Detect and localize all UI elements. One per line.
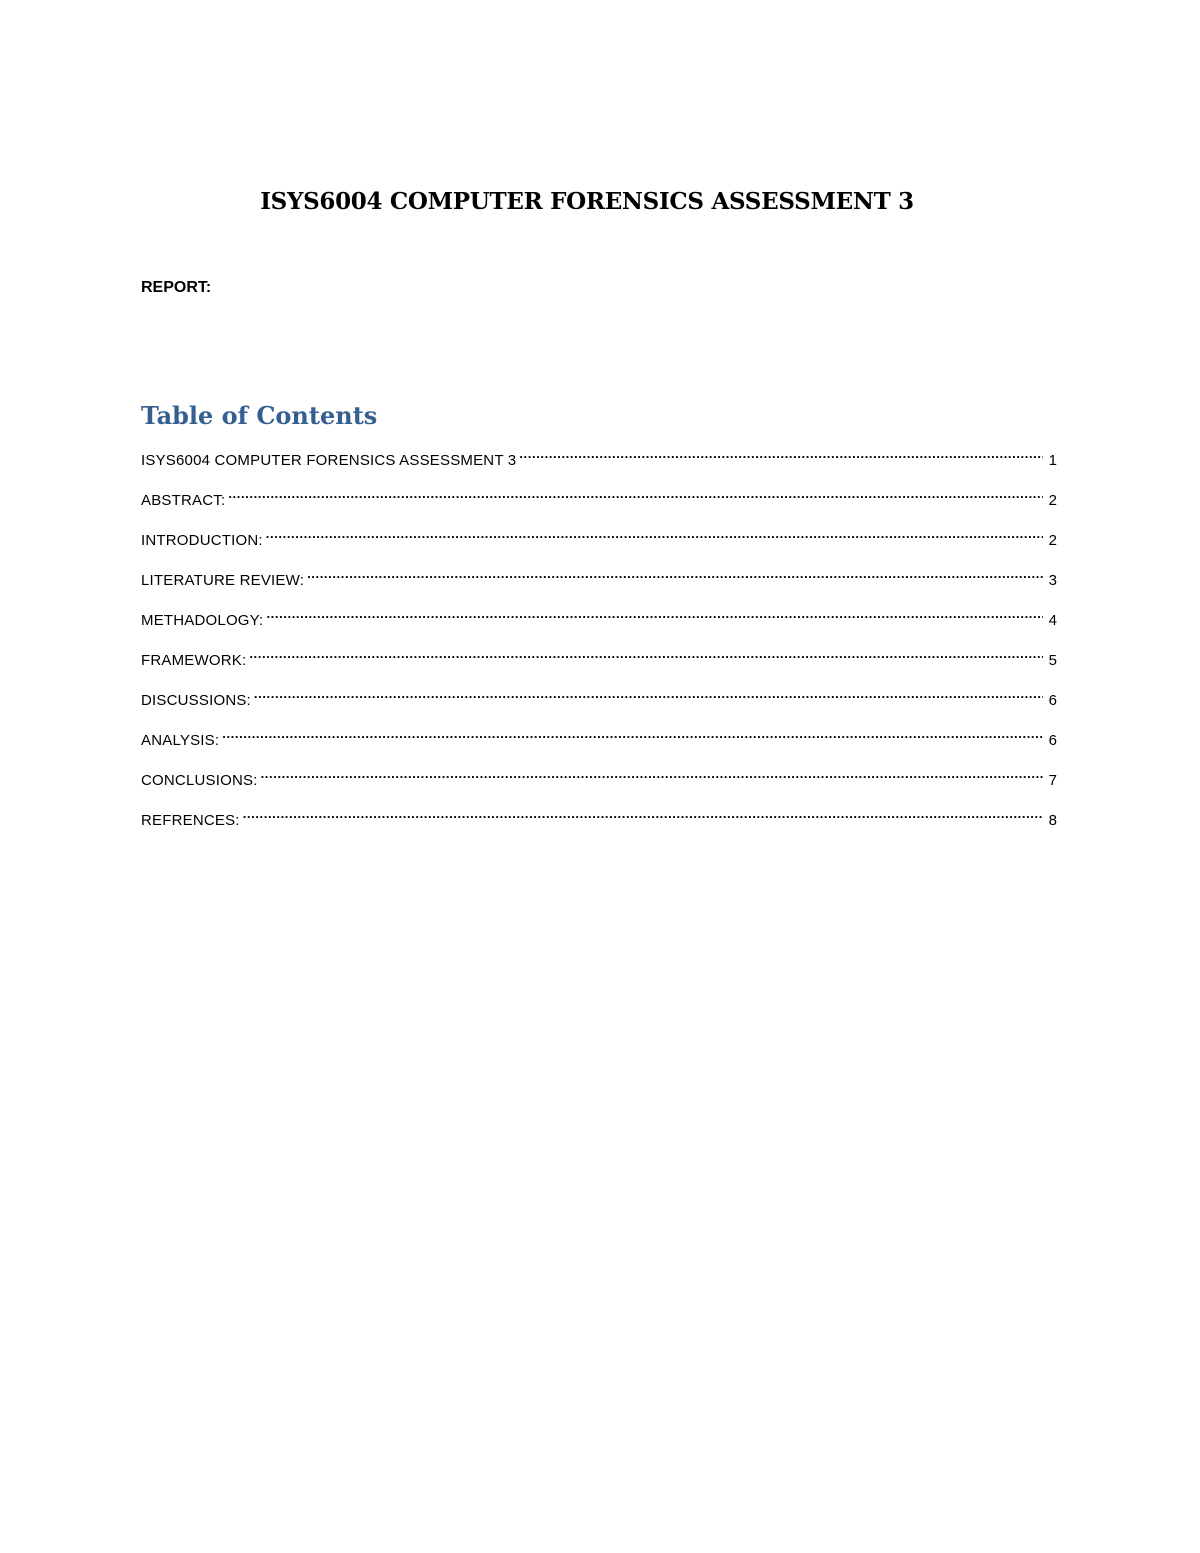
toc-heading: Table of Contents <box>141 401 378 430</box>
toc-entry-text: INTRODUCTION: <box>141 532 263 549</box>
toc-entry-framework[interactable] <box>141 643 1057 683</box>
toc-page-number: 2 <box>1048 492 1057 509</box>
toc-entry-conclusions[interactable] <box>141 763 1057 803</box>
toc-entry-text: ANALYSIS: <box>141 732 220 749</box>
toc-dot-leader <box>222 723 1043 745</box>
table-of-contents <box>141 443 1057 843</box>
toc-dot-leader <box>249 643 1043 665</box>
toc-dot-leader <box>307 563 1043 585</box>
toc-entry-text: LITERATURE REVIEW: <box>141 572 305 589</box>
toc-page-number: 3 <box>1048 572 1057 589</box>
toc-dot-leader <box>228 483 1043 505</box>
toc-dot-leader <box>266 523 1043 545</box>
toc-entry-text: REFRENCES: <box>141 812 240 829</box>
toc-page-number: 2 <box>1048 532 1057 549</box>
toc-entry-literature-review[interactable] <box>141 563 1057 603</box>
toc-dot-leader <box>261 763 1043 785</box>
toc-page-number: 8 <box>1048 812 1057 829</box>
toc-page-number: 6 <box>1048 692 1057 709</box>
toc-entry-discussions[interactable] <box>141 683 1057 723</box>
toc-entry-text: ISYS6004 COMPUTER FORENSICS ASSESSMENT 3 <box>141 452 517 469</box>
toc-entry-text: FRAMEWORK: <box>141 652 247 669</box>
toc-dot-leader <box>266 603 1043 625</box>
toc-page-number: 5 <box>1048 652 1057 669</box>
report-label: REPORT: <box>141 279 212 296</box>
toc-entry-analysis[interactable] <box>141 723 1057 763</box>
toc-entry-methadology[interactable] <box>141 603 1057 643</box>
toc-page-number: 6 <box>1048 732 1057 749</box>
toc-entry-refrences[interactable] <box>141 803 1057 843</box>
toc-entry-text: CONCLUSIONS: <box>141 772 258 789</box>
toc-entry-text: DISCUSSIONS: <box>141 692 251 709</box>
toc-entry-text: ABSTRACT: <box>141 492 226 509</box>
toc-dot-leader <box>243 803 1043 825</box>
document-title: ISYS6004 COMPUTER FORENSICS ASSESSMENT 3 <box>260 188 914 215</box>
toc-entry-title[interactable] <box>141 443 1057 483</box>
toc-entry-text: METHADOLOGY: <box>141 612 264 629</box>
toc-page-number: 1 <box>1048 452 1057 469</box>
toc-entry-abstract[interactable] <box>141 483 1057 523</box>
toc-dot-leader <box>254 683 1043 705</box>
toc-dot-leader <box>519 443 1043 465</box>
toc-page-number: 7 <box>1048 772 1057 789</box>
toc-page-number: 4 <box>1048 612 1057 629</box>
toc-entry-introduction[interactable] <box>141 523 1057 563</box>
